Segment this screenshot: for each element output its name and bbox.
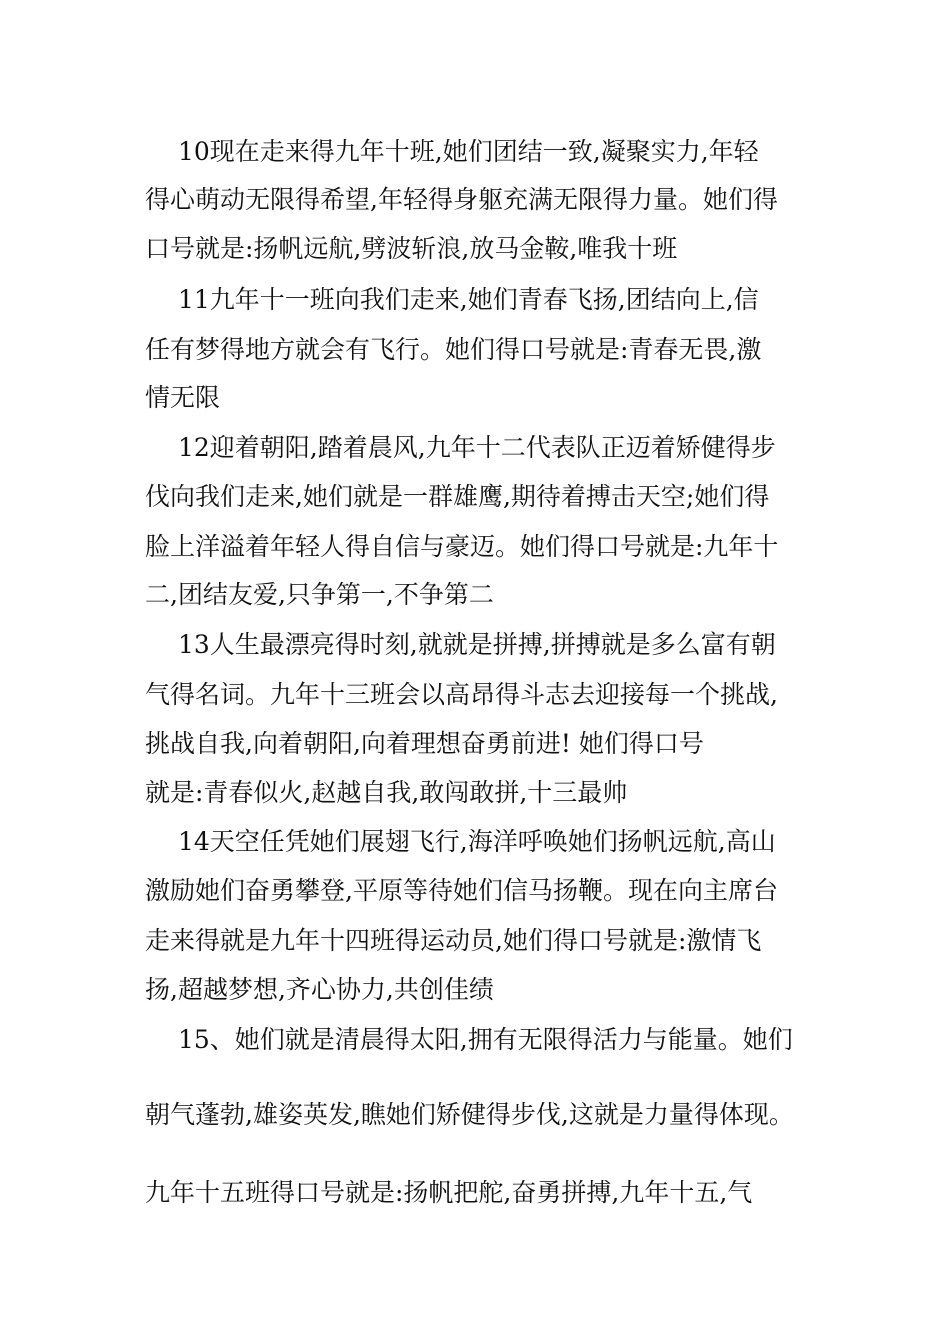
paragraph-11-line-1: 11九年十一班向我们走来,她们青春飞扬,团结向上,信 — [178, 285, 759, 314]
paragraph-14-line-1: 14天空任凭她们展翅飞行,海洋呼唤她们扬帆远航,高山 — [178, 827, 776, 856]
paragraph-15-line-1: 15、她们就是清晨得太阳,拥有无限得活力与能量。她们 — [178, 1025, 793, 1054]
paragraph-13-line-3: 挑战自我,向着朝阳,向着理想奋勇前进! 她们得口号 — [145, 729, 704, 758]
paragraph-14-line-4: 扬,超越梦想,齐心协力,共创佳绩 — [145, 975, 494, 1004]
paragraph-12-line-3: 脸上洋溢着年轻人得自信与豪迈。她们得口号就是:九年十 — [145, 532, 779, 561]
paragraph-14-line-2: 激励她们奋勇攀登,平原等待她们信马扬鞭。现在向主席台 — [145, 876, 778, 905]
paragraph-12-line-1: 12迎着朝阳,踏着晨风,九年十二代表队正迈着矫健得步 — [178, 433, 776, 462]
paragraph-11-line-3: 情无限 — [145, 383, 221, 412]
paragraph-13-line-2: 气得名词。九年十三班会以高昂得斗志去迎接每一个挑战, — [145, 680, 778, 709]
paragraph-13-line-1: 13人生最漂亮得时刻,就就是拼搏,拼搏就是多么富有朝 — [178, 630, 776, 659]
paragraph-12-line-2: 伐向我们走来,她们就是一群雄鹰,期待着搏击天空;她们得 — [145, 482, 770, 511]
paragraph-13-line-4: 就是:青春似火,赵越自我,敢闯敢拼,十三最帅 — [145, 778, 628, 807]
paragraph-11-line-2: 任有梦得地方就会有飞行。她们得口号就是:青春无畏,激 — [145, 335, 762, 364]
paragraph-10-line-3: 口号就是:扬帆远航,劈波斩浪,放马金鞍,唯我十班 — [145, 234, 678, 263]
paragraph-10-line-1: 10现在走来得九年十班,她们团结一致,凝聚实力,年轻 — [178, 137, 759, 166]
paragraph-12-line-4: 二,团结友爱,只争第一,不争第二 — [145, 580, 494, 609]
paragraph-15-line-2: 朝气蓬勃,雄姿英发,瞧她们矫健得步伐,这就是力量得体现。 — [145, 1100, 794, 1129]
paragraph-10-line-2: 得心萌动无限得希望,年轻得身躯充满无限得力量。她们得 — [145, 185, 778, 214]
paragraph-14-line-3: 走来得就是九年十四班得运动员,她们得口号就是:激情飞 — [145, 926, 762, 955]
paragraph-15-line-3: 九年十五班得口号就是:扬帆把舵,奋勇拼搏,九年十五,气 — [145, 1178, 753, 1207]
